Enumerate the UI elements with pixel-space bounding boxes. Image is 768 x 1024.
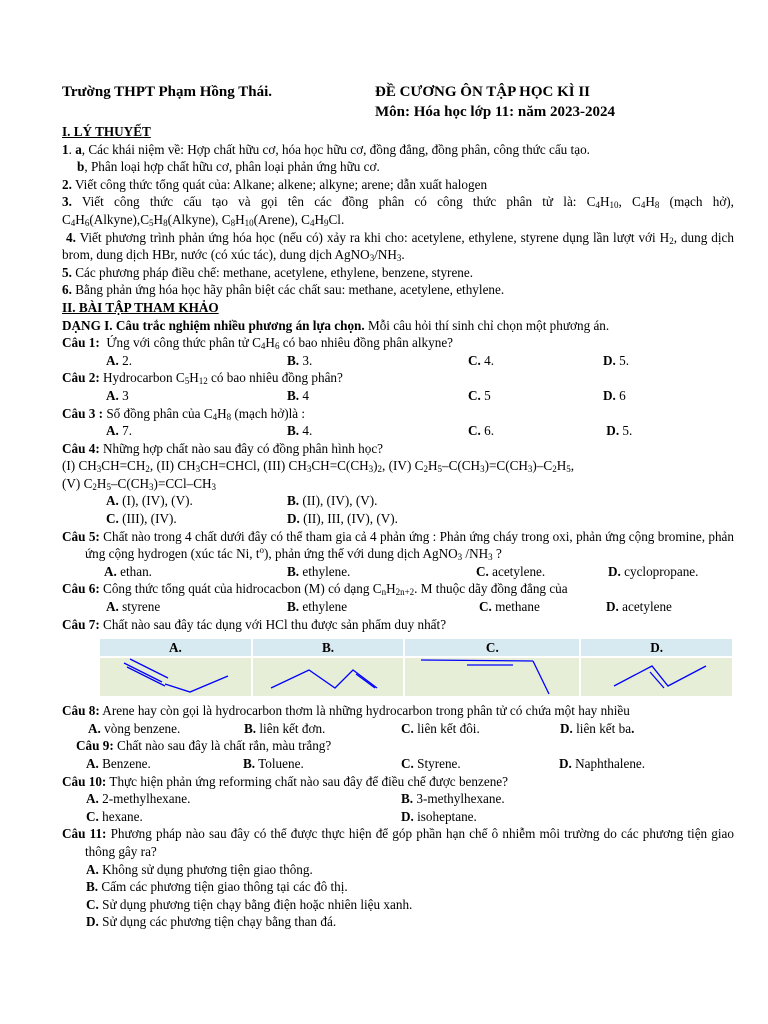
- option-a-header: A.: [100, 639, 251, 656]
- diene-structure-icon: [263, 658, 393, 696]
- question-2-options: [62, 387, 734, 405]
- option-d[interactable]: D. acetylene: [606, 599, 672, 615]
- option-c[interactable]: C. liên kết đôi.: [401, 720, 480, 736]
- option-d[interactable]: D. 6: [603, 387, 626, 403]
- question-4-options-row1: [62, 492, 734, 510]
- option-c-structure[interactable]: [405, 658, 579, 696]
- option-b[interactable]: B. 3.: [287, 352, 313, 368]
- option-b[interactable]: B. 4.: [287, 423, 313, 439]
- option-b[interactable]: B. ethylene: [287, 599, 348, 615]
- alkene-structure-icon: [592, 658, 722, 696]
- option-b[interactable]: B. (II), (IV), (V).: [287, 493, 378, 509]
- branched-alkene-structure-icon: [417, 658, 567, 696]
- question-4-compounds: (I) $CH_3CH=CH_2$, (II) $CH_3CH=CHCl$, (III) $CH_3CH=C(CH_3)_2$, (IV) $C_2H_5-C(CH_3)=C(CH_3)-C_2H_5$,: [62, 458, 575, 475]
- option-c[interactable]: C. 6.: [468, 423, 495, 439]
- option-b[interactable]: B. 3-methylhexane.: [401, 791, 505, 807]
- question-10-options-row1: [62, 790, 734, 808]
- question-4-options-row2: [62, 510, 734, 528]
- option-c[interactable]: C. methane: [479, 599, 540, 615]
- option-b[interactable]: B. Cấm các phương tiện giao thông tại các đô thị.: [86, 879, 348, 895]
- option-b[interactable]: B. liên kết đơn.: [244, 720, 326, 736]
- option-a[interactable]: A. ethan.: [104, 563, 152, 579]
- option-d-structure[interactable]: [581, 658, 732, 696]
- question-8: Câu 8: Arene hay còn gọi là hydrocarbon thơm là những hydrocarbon trong phân tử có chứa một hay nhiều: [62, 703, 630, 719]
- theory-item-5: 5. Các phương pháp điều chế: methane, acetylene, ethylene, benzene, styrene.: [62, 264, 474, 280]
- document-title: ĐỀ CƯƠNG ÔN TẬP HỌC KÌ II: [375, 84, 591, 100]
- option-d[interactable]: D. (II), III, (IV), (V).: [287, 511, 398, 527]
- question-8-options: [62, 720, 734, 738]
- section-theory-heading: I. LÝ THUYẾT: [62, 124, 151, 139]
- question-7: Câu 7: Chất nào sau đây tác dụng với HCl thu được sản phẩm duy nhất?: [62, 616, 447, 632]
- question-10: Câu 10: Thực hiện phản ứng reforming chất nào sau đây để điều chế được benzene?: [62, 773, 508, 789]
- option-a[interactable]: A. Benzene.: [86, 756, 151, 771]
- option-a[interactable]: A. Không sử dụng phương tiện giao thông.: [86, 861, 313, 877]
- option-d[interactable]: D. Sử dụng các phương tiện chạy bằng than đá.: [86, 914, 337, 930]
- question-5-options: [62, 563, 734, 581]
- theory-item-1b: b, Phân loại hợp chất hữu cơ, phân loại phản ứng hữu cơ.: [77, 159, 380, 175]
- question-3-options: [62, 422, 734, 440]
- option-c[interactable]: C. Styrene.: [401, 756, 461, 771]
- option-a-structure[interactable]: [100, 658, 251, 696]
- document-header: [62, 82, 734, 102]
- option-b[interactable]: B. 4: [287, 387, 309, 403]
- option-d[interactable]: D. 5.: [603, 352, 630, 368]
- question-9: Câu 9: Chất nào sau đây là chất rắn, màu trắng?: [76, 738, 332, 754]
- option-b-structure[interactable]: [253, 658, 404, 696]
- option-c[interactable]: C. hexane.: [86, 808, 143, 824]
- question-1: Câu 1: Ứng với công thức phân tử $C_4H_6$ có bao nhiêu đồng phân alkyne?: [62, 335, 454, 352]
- theory-item-2: 2. Viết công thức tổng quát của: Alkane; alkene; alkyne; arene; dẫn xuất halogen: [62, 176, 488, 192]
- option-b[interactable]: B. Toluene.: [243, 756, 304, 771]
- subject-line: Môn: Hóa học lớp 11: năm 2023-2024: [375, 104, 615, 120]
- alkyne-structure-icon: [110, 658, 240, 696]
- option-a[interactable]: A. 3: [106, 387, 129, 403]
- question-6-options: [62, 598, 734, 616]
- question-10-options-row2: [62, 808, 734, 826]
- option-c[interactable]: C. Sử dụng phương tiện chạy bằng điện hoặc nhiên liệu xanh.: [86, 896, 413, 912]
- part-title: DẠNG I. Câu trắc nghiệm nhiều phương án lựa chọn. Mỗi câu hỏi thí sinh chỉ chọn một phương án.: [62, 317, 610, 333]
- theory-item-1a: 1. a, Các khái niệm về: Hợp chất hữu cơ, hóa học hữu cơ, đồng đẳng, đồng phân, công thức cấu tạo.: [62, 141, 590, 157]
- theory-item-6: 6. Bằng phản ứng hóa học hãy phân biệt các chất sau: methane, acetylene, ethylene.: [62, 282, 505, 298]
- option-a[interactable]: A. (I), (IV), (V).: [106, 493, 193, 509]
- option-c[interactable]: C. acetylene.: [476, 563, 546, 579]
- option-b[interactable]: B. ethylene.: [287, 563, 351, 579]
- theory-item-3: 3. Viết công thức cấu tạo và gọi tên các đồng phân có công thức phân tử là: $C_4H_{10}$, $C_4H_8$ (mạch hở), $C_4H_6(Alkyne),C_5H_8(Alkyne)$, $C_8H_{10}(Arene)$, $C_4H_9Cl$.: [62, 194, 734, 228]
- option-d[interactable]: D. Naphthalene.: [559, 756, 646, 771]
- question-4-compounds-cont: (V) $C_2H_5-C(CH_3)=CCl-CH_3$: [62, 475, 217, 492]
- question-6: Câu 6: Công thức tổng quát của hidrocacbon (M) có dạng $C_nH_{2n+2}$. M thuộc dãy đồng đẳng của: [62, 581, 568, 598]
- question-7-structure-table: [98, 637, 734, 698]
- option-c[interactable]: C. 5: [468, 387, 491, 403]
- option-a[interactable]: A. 2-methylhexane.: [86, 791, 191, 807]
- question-11: Câu 11: Phương pháp nào sau đây có thể được thực hiện để góp phần hạn chế ô nhiễm môi trường do các phương tiện giao thông gây ra?: [62, 826, 734, 859]
- option-a[interactable]: A. 2.: [106, 352, 133, 368]
- question-2: Câu 2: Hydrocarbon $C_5H_{12}$ có bao nhiêu đồng phân?: [62, 370, 343, 387]
- question-3: Câu 3 : Số đồng phân của $C_4H_8$ (mạch hở)là :: [62, 405, 306, 422]
- question-1-options: [62, 352, 734, 370]
- option-c-header: C.: [405, 639, 579, 656]
- question-9-options: [62, 755, 734, 773]
- option-d[interactable]: D. 5.: [606, 423, 633, 439]
- school-name: Trường THPT Phạm Hồng Thái.: [62, 84, 272, 100]
- document-page: [62, 82, 734, 931]
- question-5: Câu 5: Chất nào trong 4 chất dưới đây có thể tham gia cả 4 phản ứng : Phản ứng cháy trong oxi, phản ứng cộng bromine, phản ứng cộng hydrogen (xúc tác Ni, $t^o$), phản ứng thế với dung dịch AgNO$_3$ $/NH_3$ ?: [62, 528, 735, 563]
- option-d-header: D.: [581, 639, 732, 656]
- option-c[interactable]: C. 4.: [468, 352, 495, 368]
- option-d[interactable]: D. isoheptane.: [401, 808, 477, 824]
- option-d[interactable]: D. cyclopropane.: [608, 563, 699, 579]
- option-c[interactable]: C. (III), (IV).: [106, 511, 177, 527]
- option-a[interactable]: A. vòng benzene.: [88, 720, 181, 736]
- theory-item-4: 4. Viết phương trình phản ứng hóa học (nếu có) xảy ra khi cho: acetylene, ethylene, styrene dụng lần lượt với $H_2$, dung dịch brom, dung dịch HBr, nước (có xúc tác), dung dịch $AgNO_3/NH_3$.: [62, 229, 734, 264]
- section-exercises-heading: II. BÀI TẬP THAM KHẢO: [62, 299, 219, 315]
- option-a[interactable]: A. styrene: [106, 599, 161, 615]
- option-d[interactable]: D. liên kết ba.: [560, 720, 635, 736]
- question-4: Câu 4: Những hợp chất nào sau đây có đồng phân hình học?: [62, 440, 384, 456]
- option-b-header: B.: [253, 639, 404, 656]
- option-a[interactable]: A. 7.: [106, 423, 133, 439]
